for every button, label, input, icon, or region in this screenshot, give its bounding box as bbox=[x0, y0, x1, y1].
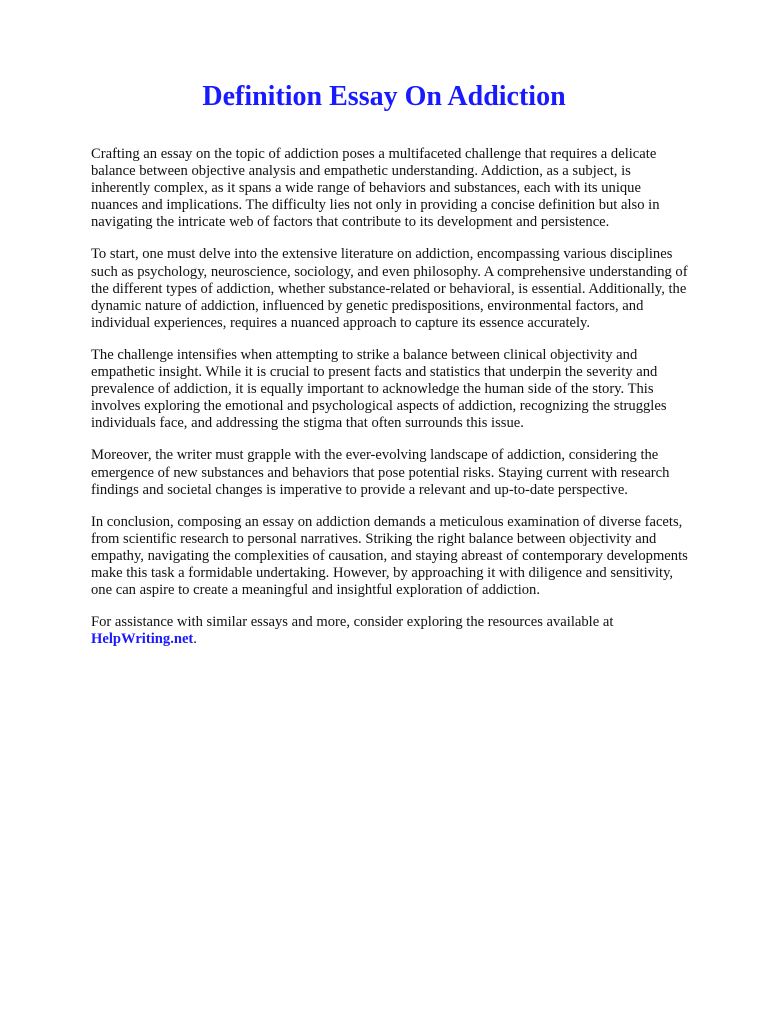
page-title: Definition Essay On Addiction bbox=[202, 81, 566, 112]
paragraph-4: Moreover, the writer must grapple with the ever-evolving landscape of addiction, considering the emergence of new substances and behaviors that pose potential risks. Staying current with research findings and societal changes is imperative to provide a relevant and up-to-date perspective. bbox=[91, 447, 670, 498]
paragraph-2: To start, one must delve into the extensive literature on addiction, encompassing various disciplines such as psychology, neuroscience, sociology, and even philosophy. A comprehensive understanding of the different types of addiction, whether substance-related or behavioral, is essential. Additionally, the dynamic nature of addiction, influenced by genetic predispositions, environmental factors, and individual experiences, requires a nuanced approach to capture its essence accurately. bbox=[91, 246, 688, 331]
paragraph-5: In conclusion, composing an essay on addiction demands a meticulous examination of diverse facets, from scientific research to personal narratives. Striking the right balance between objectivity and empathy, navigating the complexities of causation, and staying abreast of contemporary developments make this task a formidable undertaking. However, by approaching it with diligence and sensitivity, one can aspire to create a meaningful and insightful exploration of addiction. bbox=[91, 513, 688, 599]
closing-text: For assistance with similar essays and more, consider exploring the resources available at bbox=[91, 614, 614, 631]
closing-paragraph bbox=[91, 614, 691, 648]
essay-body bbox=[91, 146, 691, 663]
helpwriting-link[interactable]: HelpWriting.net bbox=[91, 631, 194, 648]
paragraph-3: The challenge intensifies when attempting to strike a balance between clinical objectivity and empathetic insight. While it is crucial to present facts and statistics that underpin the severity and prevalence of addiction, it is equally important to acknowledge the human side of the story. This involves exploring the emotional and psychological aspects of addiction, recognizing the struggles individuals face, and addressing the stigma that often surrounds this issue. bbox=[91, 346, 667, 432]
paragraph-1: Crafting an essay on the topic of addiction poses a multifaceted challenge that requires a delicate balance between objective analysis and empathetic understanding. Addiction, as a subject, is inherently complex, as it spans a wide range of behaviors and substances, each with its unique nuances and implications. The difficulty lies not only in providing a concise definition but also in navigating the intricate web of factors that contribute to its development and persistence. bbox=[91, 146, 660, 231]
closing-period: . bbox=[193, 631, 197, 648]
